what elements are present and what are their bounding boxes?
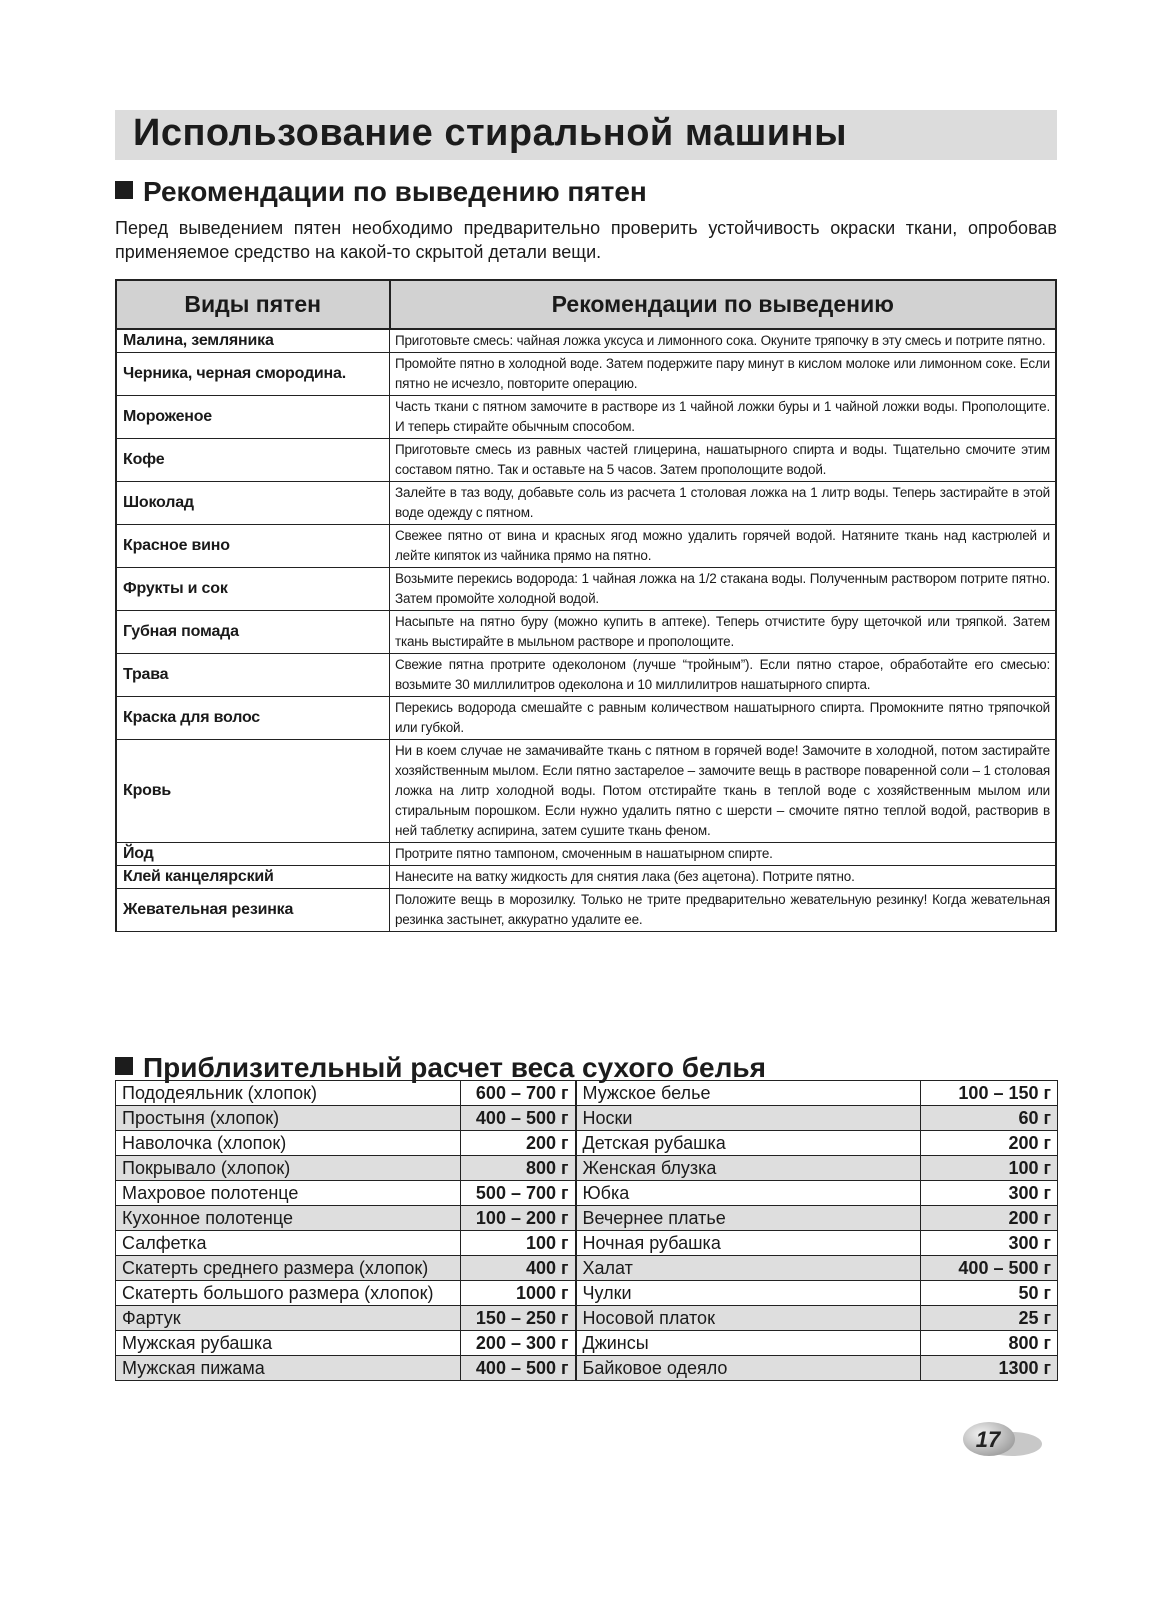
laundry-item: Джинсы: [576, 1331, 921, 1356]
laundry-item: Байковое одеяло: [576, 1356, 921, 1381]
stain-recommendation: Ни в коем случае не замачивайте ткань с пятном в горячей воде! Замочите в холодной, потом застирайте хозяйственным мылом. Если пятно застарелое – замочите вещь в растворе поваренной соли – 1 столовая ложка на литр холодной воды. Потом отстирайте ткань в теплой воде с хозяйственным мылом или стиральным порошком. Если нужно удалить пятно с шерсти – смочите пятно теплой водой, растворив в ней таблетку аспирина, затем сушите ткань феном.: [390, 740, 1057, 843]
laundry-weight: 200 – 300 г: [461, 1331, 576, 1356]
laundry-weight: 1300 г: [921, 1356, 1058, 1381]
stain-row: [116, 654, 1056, 697]
stain-recommendation: Перекись водорода смешайте с равным количеством нашатырного спирта. Промокните пятно тряпочкой или губкой.: [390, 697, 1057, 740]
laundry-item: Фартук: [116, 1306, 461, 1331]
stain-table-header: [116, 280, 1056, 329]
stain-recommendation: Свежие пятна протрите одеколоном (лучше “тройным”). Если пятно старое, обработайте его смесью: возьмите 30 миллилитров одеколона и 10 миллилитров нашатырного спирта.: [390, 654, 1057, 697]
stain-row: [116, 889, 1056, 932]
weight-row: [116, 1131, 1058, 1156]
stain-name: Мороженое: [116, 396, 390, 439]
laundry-weight: 25 г: [921, 1306, 1058, 1331]
weight-row: [116, 1331, 1058, 1356]
stain-recommendation: Положите вещь в морозилку. Только не трите предварительно жевательную резинку! Когда жевательная резинка застынет, аккуратно удалите ее.: [390, 889, 1057, 932]
square-bullet-icon: [115, 1057, 133, 1075]
laundry-item: Чулки: [576, 1281, 921, 1306]
weight-heading-text: Приблизительный расчет веса сухого белья: [143, 1052, 766, 1083]
laundry-weight: 400 г: [461, 1256, 576, 1281]
stain-row: [116, 353, 1056, 396]
laundry-weight: 1000 г: [461, 1281, 576, 1306]
stain-name: Клей канцелярский: [116, 866, 390, 889]
laundry-item: Кухонное полотенце: [116, 1206, 461, 1231]
weight-row: [116, 1181, 1058, 1206]
laundry-weight: 100 г: [921, 1156, 1058, 1181]
laundry-item: Носки: [576, 1106, 921, 1131]
laundry-item: Халат: [576, 1256, 921, 1281]
stain-heading-text: Рекомендации по выведению пятен: [143, 176, 647, 207]
laundry-weight: 300 г: [921, 1181, 1058, 1206]
stain-recommendation: Свежее пятно от вина и красных ягод можно удалить горячей водой. Натяните ткань над кастрюлей и лейте кипяток из чайника прямо на пятно.: [390, 525, 1057, 568]
laundry-item: Детская рубашка: [576, 1131, 921, 1156]
stain-recommendation: Насыпьте на пятно буру (можно купить в аптеке). Теперь отчистите буру щеточкой или тряпкой. Затем ткань выстирайте в мыльном растворе и прополощите.: [390, 611, 1057, 654]
laundry-item: Ночная рубашка: [576, 1231, 921, 1256]
laundry-item: Мужская пижама: [116, 1356, 461, 1381]
laundry-weight: 300 г: [921, 1231, 1058, 1256]
page-number: 17: [975, 1427, 1001, 1452]
laundry-item: Женская блузка: [576, 1156, 921, 1181]
laundry-weight: 150 – 250 г: [461, 1306, 576, 1331]
laundry-weight: 200 г: [461, 1131, 576, 1156]
laundry-item: Скатерть большого размера (хлопок): [116, 1281, 461, 1306]
stain-row: [116, 568, 1056, 611]
laundry-item: Мужская рубашка: [116, 1331, 461, 1356]
stain-row: [116, 396, 1056, 439]
laundry-item: Носовой платок: [576, 1306, 921, 1331]
laundry-weight: 100 – 200 г: [461, 1206, 576, 1231]
stain-recommendation: Часть ткани с пятном замочите в растворе из 1 чайной ложки буры и 1 чайной ложки воды. Прополощите. И теперь стирайте обычным способом.: [390, 396, 1057, 439]
stain-name: Трава: [116, 654, 390, 697]
stain-row: [116, 611, 1056, 654]
weight-row: [116, 1106, 1058, 1131]
laundry-item: Покрывало (хлопок): [116, 1156, 461, 1181]
laundry-weight: 800 г: [461, 1156, 576, 1181]
weight-row: [116, 1281, 1058, 1306]
weight-row: [116, 1356, 1058, 1381]
laundry-weight: 200 г: [921, 1206, 1058, 1231]
laundry-item: Наволочка (хлопок): [116, 1131, 461, 1156]
stain-recommendation: Промойте пятно в холодной воде. Затем подержите пару минут в кислом молоке или лимонном соке. Если пятно не исчезло, повторите операцию.: [390, 353, 1057, 396]
stain-row: [116, 525, 1056, 568]
stain-name: Кровь: [116, 740, 390, 843]
laundry-weight: 800 г: [921, 1331, 1058, 1356]
laundry-item: Салфетка: [116, 1231, 461, 1256]
laundry-weight: 200 г: [921, 1131, 1058, 1156]
page-number-badge: [962, 1420, 1044, 1460]
page-title: Использование стиральной машины: [133, 112, 848, 154]
laundry-weight: 400 – 500 г: [461, 1356, 576, 1381]
stain-recommendation: Приготовьте смесь: чайная ложка уксуса и лимонного сока. Окуните тряпочку в эту смесь и потрите пятно.: [390, 329, 1057, 353]
stain-name: Жевательная резинка: [116, 889, 390, 932]
stain-name: Красное вино: [116, 525, 390, 568]
stain-name: Йод: [116, 843, 390, 866]
stain-row: [116, 740, 1056, 843]
laundry-item: Простыня (хлопок): [116, 1106, 461, 1131]
stain-recommendation: Протрите пятно тампоном, смоченным в нашатырном спирте.: [390, 843, 1057, 866]
laundry-weight: 100 г: [461, 1231, 576, 1256]
weight-row: [116, 1081, 1058, 1106]
laundry-item: Вечернее платье: [576, 1206, 921, 1231]
stain-name: Шоколад: [116, 482, 390, 525]
laundry-weight: 400 – 500 г: [921, 1256, 1058, 1281]
stain-name: Краска для волос: [116, 697, 390, 740]
laundry-weight: 400 – 500 г: [461, 1106, 576, 1131]
stain-col-header: Виды пятен: [116, 280, 390, 329]
stain-name: Малина, земляника: [116, 329, 390, 353]
stain-row: [116, 866, 1056, 889]
weight-row: [116, 1256, 1058, 1281]
weight-row: [116, 1156, 1058, 1181]
stain-table: [115, 279, 1057, 932]
stain-recommendation: Возьмите перекись водорода: 1 чайная ложка на 1/2 стакана воды. Полученным раствором потрите пятно. Затем промойте холодной водой.: [390, 568, 1057, 611]
stain-row: [116, 843, 1056, 866]
laundry-weight: 500 – 700 г: [461, 1181, 576, 1206]
laundry-weight: 600 – 700 г: [461, 1081, 576, 1106]
stain-name: Кофе: [116, 439, 390, 482]
stain-name: Фрукты и сок: [116, 568, 390, 611]
laundry-weight: 50 г: [921, 1281, 1058, 1306]
stain-name: Черника, черная смородина.: [116, 353, 390, 396]
laundry-weight: 60 г: [921, 1106, 1058, 1131]
weight-table: [115, 1080, 1058, 1381]
weight-row: [116, 1306, 1058, 1331]
stain-name: Губная помада: [116, 611, 390, 654]
stain-section-heading: [115, 176, 647, 208]
laundry-item: Мужское белье: [576, 1081, 921, 1106]
stain-row: [116, 482, 1056, 525]
laundry-item: Юбка: [576, 1181, 921, 1206]
laundry-item: Махровое полотенце: [116, 1181, 461, 1206]
stain-recommendation: Залейте в таз воду, добавьте соль из расчета 1 столовая ложка на 1 литр воды. Теперь застирайте в этой воде одежду с пятном.: [390, 482, 1057, 525]
page-title-banner: [115, 110, 1057, 160]
stain-intro-text: Перед выведением пятен необходимо предварительно проверить устойчивость окраски ткани, опробовав применяемое средство на какой-то скрытой детали вещи.: [115, 218, 1057, 262]
laundry-item: Скатерть среднего размера (хлопок): [116, 1256, 461, 1281]
laundry-item: Пододеяльник (хлопок): [116, 1081, 461, 1106]
square-bullet-icon: [115, 181, 133, 199]
laundry-weight: 100 – 150 г: [921, 1081, 1058, 1106]
weight-row: [116, 1231, 1058, 1256]
recommendation-col-header: Рекомендации по выведению: [390, 280, 1057, 329]
stain-row: [116, 439, 1056, 482]
stain-row: [116, 697, 1056, 740]
stain-row: [116, 329, 1056, 353]
stain-recommendation: Приготовьте смесь из равных частей глицерина, нашатырного спирта и воды. Тщательно смочите этим составом пятно. Так и оставьте на 5 часов. Затем прополощите водой.: [390, 439, 1057, 482]
stain-recommendation: Нанесите на ватку жидкость для снятия лака (без ацетона). Потрите пятно.: [390, 866, 1057, 889]
weight-row: [116, 1206, 1058, 1231]
